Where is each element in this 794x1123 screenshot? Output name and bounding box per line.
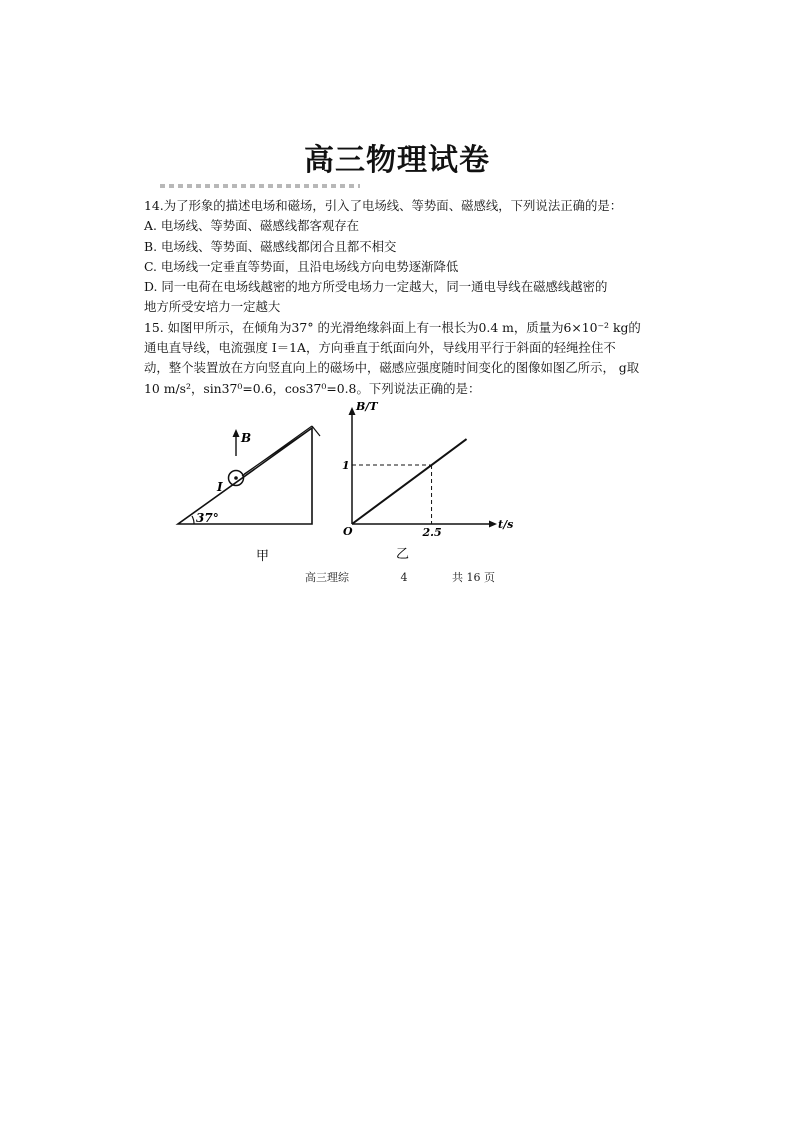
- rope: [244, 428, 312, 474]
- q14-option-a: A. 电场线、等势面、磁感线都客观存在: [144, 218, 360, 234]
- figures-svg: [170, 398, 530, 573]
- x-tick-label: 2.5: [422, 526, 442, 539]
- angle-arc: [192, 516, 194, 524]
- series-line: [352, 439, 467, 524]
- footer-subject: 高三理综: [305, 571, 349, 584]
- q14-option-c: C. 电场线一定垂直等势面，且沿电场线方向电势逐渐降低: [144, 258, 459, 274]
- q15-line3: 动，整个装置放在方向竖直向上的磁场中，磁感应强度随时间变化的图像如图乙所示， g取: [144, 360, 640, 376]
- x-axis-arrowhead: [489, 521, 497, 528]
- page-footer: [305, 569, 495, 585]
- figure-jia: [178, 426, 320, 564]
- q15-line4: 10 m/s²，sin37⁰=0.6，cos37⁰=0.8。下列说法正确的是：: [144, 380, 481, 396]
- y-axis-arrowhead: [349, 407, 356, 415]
- question-content: [144, 196, 644, 399]
- footer-page-number: 4: [400, 571, 408, 584]
- y-tick-label: 1: [342, 459, 350, 473]
- q14-option-d-line2: 地方所受安培力一定越大: [144, 299, 281, 315]
- scan-artifact: [160, 184, 360, 188]
- support-post: [312, 426, 320, 436]
- b-field-arrowhead: [233, 429, 240, 437]
- angle-label: 37°: [196, 511, 219, 525]
- caption-yi: 乙: [396, 547, 410, 562]
- q14-stem: 14.为了形象的描述电场和磁场，引入了电场线、等势面、磁感线，下列说法正确的是：: [144, 198, 623, 213]
- figures: [170, 398, 530, 573]
- q14-option-d-line1: D. 同一电荷在电场线越密的地方所受电场力一定越大，同一通电导线在磁感线越密的: [144, 279, 608, 295]
- figure-yi: [342, 400, 513, 562]
- origin-label: O: [343, 525, 353, 538]
- caption-jia: 甲: [256, 549, 270, 564]
- q14-option-b: B. 电场线、等势面、磁感线都闭合且都不相交: [144, 238, 397, 254]
- current-label: I: [217, 480, 223, 494]
- b-label: B: [241, 431, 252, 445]
- page-title: 高三物理试卷: [304, 143, 490, 178]
- q15-line2: 通电直导线，电流强度 I＝1A，方向垂直于纸面向外，导线用平行于斜面的轻绳拴住不: [144, 340, 616, 356]
- y-axis-label: B/T: [356, 400, 378, 413]
- current-out-dot: [234, 476, 238, 480]
- footer-total-pages: 共 16 页: [452, 571, 495, 584]
- x-axis-label: t/s: [498, 518, 514, 531]
- q15-line1: 15. 如图甲所示，在倾角为37° 的光滑绝缘斜面上有一根长为0.4 m，质量为6×10⁻² kg的: [144, 319, 641, 335]
